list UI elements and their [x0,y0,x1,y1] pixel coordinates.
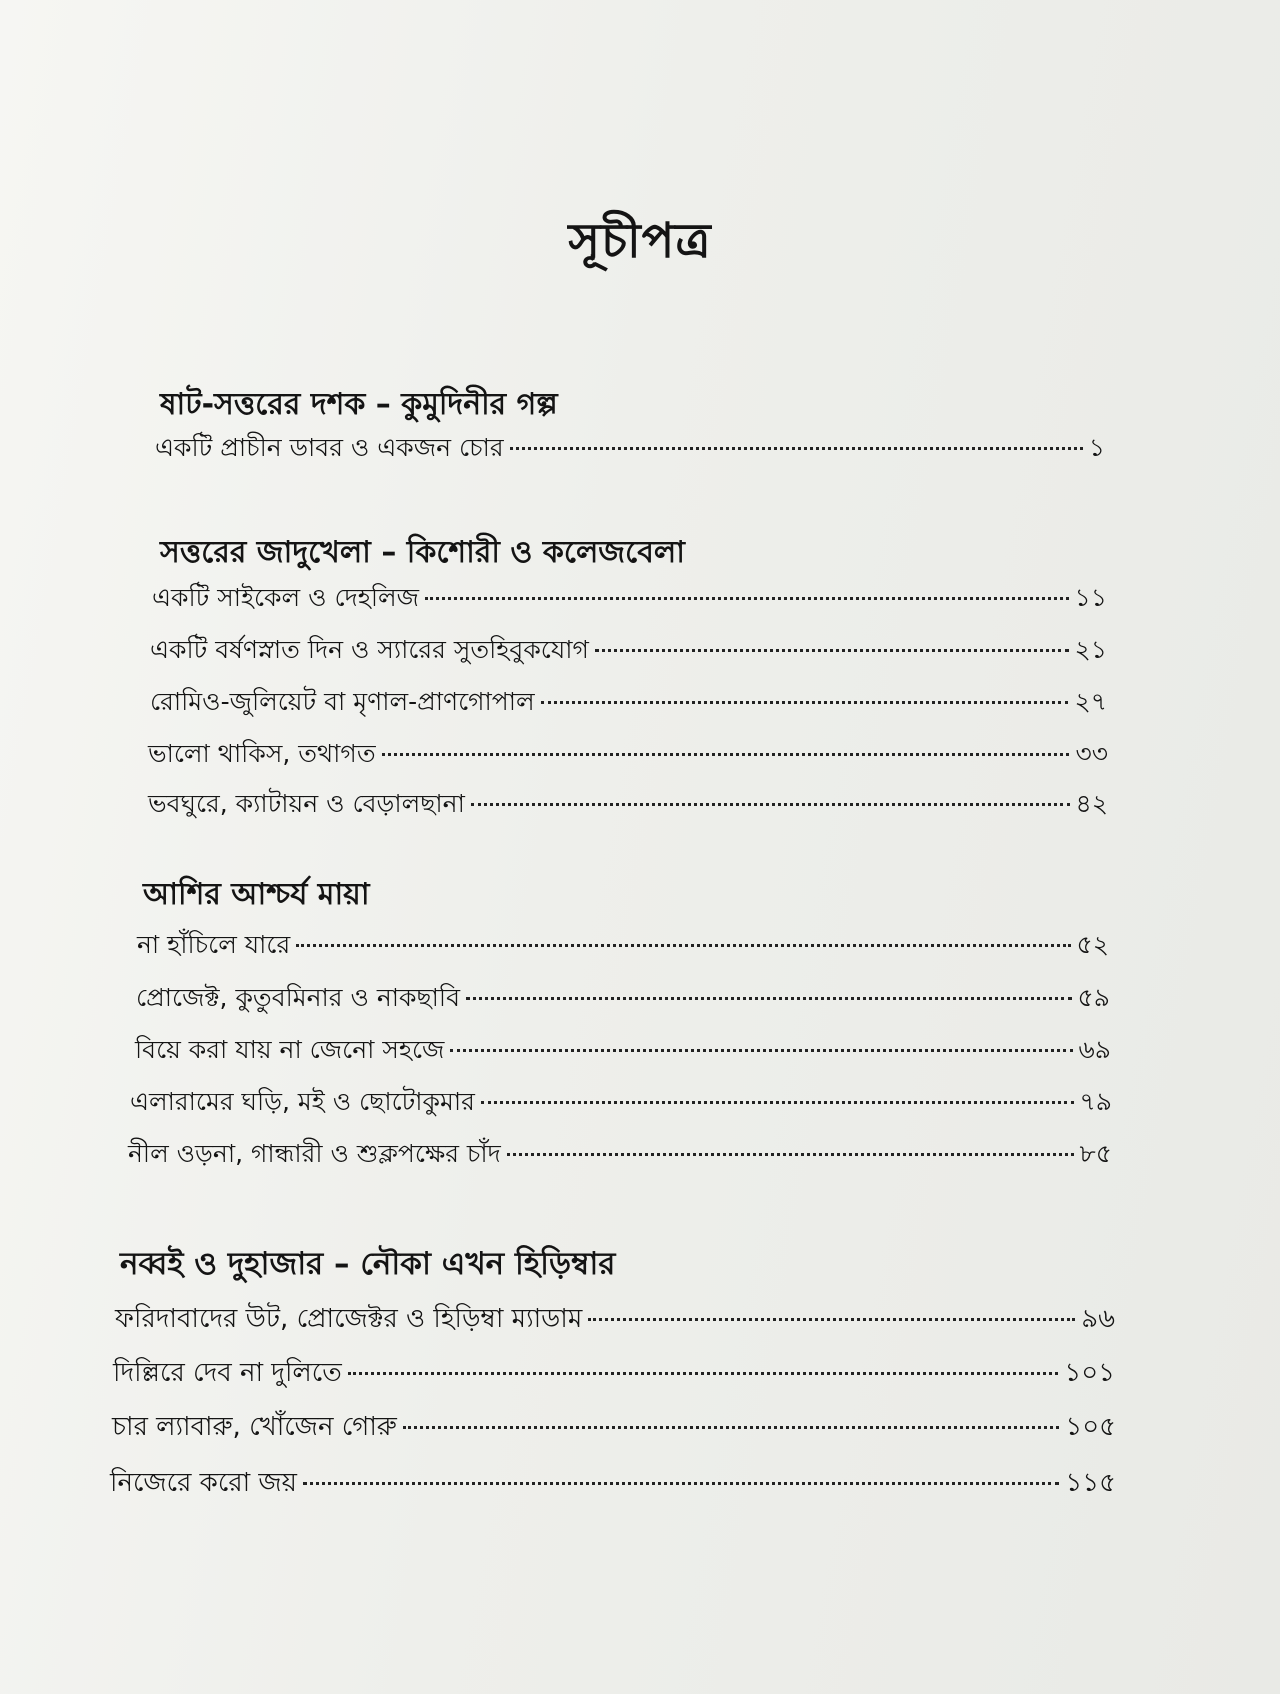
entry-title: চার ল্যাবারু, খোঁজেন গোরু [112,1412,397,1442]
toc-entry[interactable] [135,1030,1111,1073]
entry-page: ১১৫ [1065,1468,1116,1498]
entry-title: না হাঁচিলে যারে [137,930,291,959]
toc-entry[interactable] [148,784,1108,827]
dot-leader [510,447,1083,450]
entry-title: এলারামের ঘড়ি, মই ও ছোটোকুমার [130,1087,475,1116]
entry-page: ২১ [1074,635,1107,664]
entry-title: নিজেরে করো জয় [110,1468,297,1498]
dot-leader [466,997,1072,1000]
dot-leader [303,1482,1059,1485]
entry-title: প্রোজেক্ট, কুতুবমিনার ও নাকছাবি [136,983,460,1012]
dot-leader [471,803,1070,806]
entry-title: একটি সাইকেল ও দেহলিজ [152,583,420,612]
entry-page: ৬৯ [1078,1035,1111,1064]
entry-title: একটি বর্ষণস্নাত দিন ও স্যারের সুতহিবুকযোগ [150,635,589,664]
entry-page: ৮৫ [1079,1139,1112,1168]
entry-title: বিয়ে করা যায় না জেনো সহজে [135,1035,445,1064]
dot-leader [296,944,1070,947]
section-heading: নব্বই ও দুহাজার – নৌকা এখন হিড়িম্বার [120,1246,616,1282]
toc-entry[interactable] [137,925,1109,968]
dot-leader [507,1153,1074,1156]
dot-leader [541,701,1069,704]
entry-title: ফরিদাবাদের উট, প্রোজেক্টর ও হিড়িম্বা ম্যাডাম [115,1304,583,1334]
toc-entry[interactable] [115,1298,1115,1342]
dot-leader [481,1101,1074,1104]
toc-entry[interactable] [152,578,1107,621]
toc-entry[interactable] [136,978,1110,1021]
entry-title: রোমিও-জুলিয়েট বা মৃণাল-প্রাণগোপাল [150,687,535,716]
dot-leader [348,1372,1059,1375]
dot-leader [403,1426,1060,1429]
toc-entry[interactable] [110,1462,1116,1506]
entry-page: ৯৬ [1081,1304,1115,1334]
section-heading: সত্তরের জাদুখেলা – কিশোরী ও কলেজবেলা [160,535,685,570]
entry-page: ১১ [1074,583,1107,612]
entry-title: ভালো থাকিস, তথাগত [148,739,376,768]
entry-page: ১০৫ [1065,1412,1116,1442]
toc-entry[interactable] [130,1082,1112,1125]
dot-leader [382,753,1070,756]
entry-page: ২৭ [1074,687,1107,716]
entry-page: ৫৯ [1077,983,1110,1012]
entry-title: একটি প্রাচীন ডাবর ও একজন চোর [155,433,504,462]
page-title: সূচীপত্র [568,213,712,269]
entry-page: ১ [1088,433,1105,462]
section-heading: আশির আশ্চর্য মায়া [143,877,370,912]
entry-title: দিল্লিরে দেব না দুলিতে [113,1358,342,1388]
dot-leader [588,1318,1075,1321]
dot-leader [450,1049,1072,1052]
toc-entry[interactable] [150,682,1107,725]
entry-title: ভবঘুরে, ক্যাটায়ন ও বেড়ালছানা [148,789,465,818]
toc-entry[interactable] [150,630,1107,673]
entry-page: ৫২ [1076,930,1109,959]
toc-entry[interactable] [155,428,1105,471]
toc-entry[interactable] [128,1134,1112,1177]
entry-page: ৪২ [1075,789,1108,818]
entry-page: ৭৯ [1079,1087,1112,1116]
entry-title: নীল ওড়না, গান্ধারী ও শুক্লপক্ষের চাঁদ [128,1139,501,1168]
toc-entry[interactable] [112,1406,1116,1450]
toc-entry[interactable] [113,1352,1115,1396]
section-heading: ষাট-সত্তরের দশক – কুমুদিনীর গল্প [160,387,558,422]
entry-page: ১০১ [1064,1358,1115,1388]
dot-leader [595,649,1069,652]
toc-entry[interactable] [148,734,1108,777]
entry-page: ৩৩ [1075,739,1108,768]
dot-leader [425,597,1069,600]
